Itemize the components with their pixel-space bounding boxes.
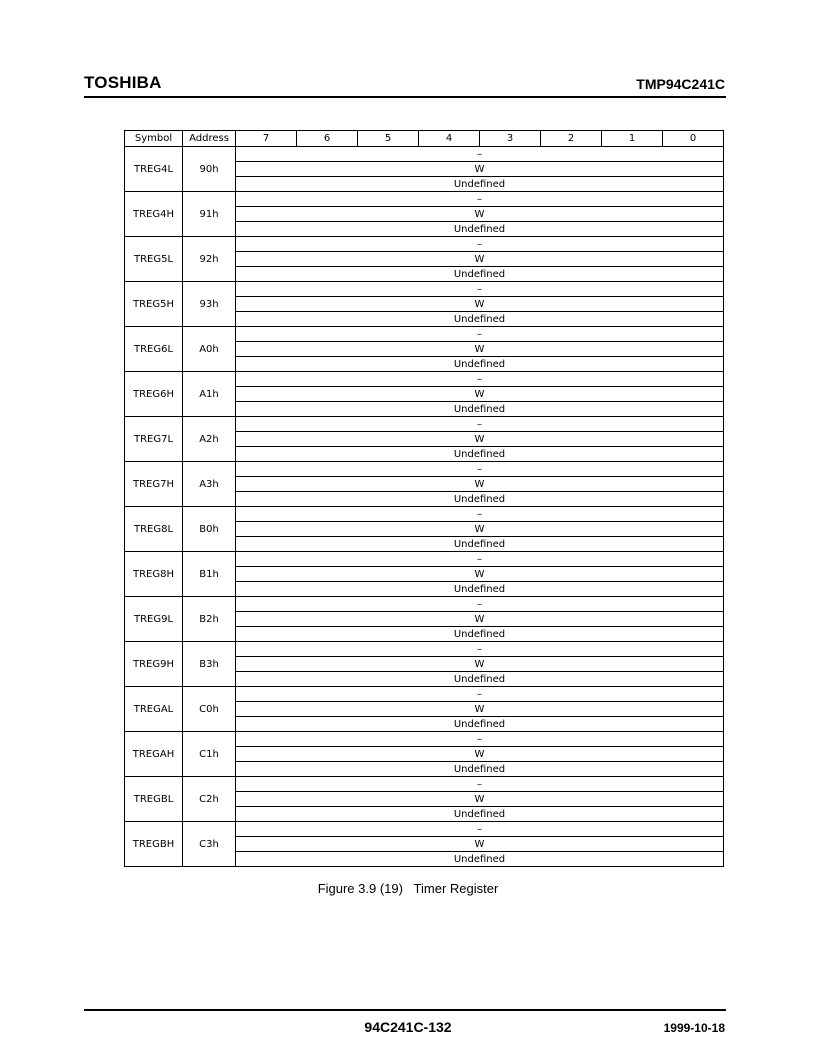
- register-address: A1h: [183, 372, 236, 417]
- bit-symbol-cell: –: [236, 147, 724, 162]
- table-row: [125, 417, 724, 432]
- bit-symbol-cell: –: [236, 462, 724, 477]
- register-address: B1h: [183, 552, 236, 597]
- table-row: [125, 507, 724, 522]
- bit-symbol-cell: –: [236, 642, 724, 657]
- bit-symbol-cell: –: [236, 822, 724, 837]
- read-write-cell: W: [236, 387, 724, 402]
- column-header: Address: [183, 131, 236, 147]
- part-number: TMP94C241C: [636, 76, 725, 92]
- register-address: B0h: [183, 507, 236, 552]
- register-symbol: TREG9L: [125, 597, 183, 642]
- bit-symbol-cell: –: [236, 372, 724, 387]
- bit-symbol-cell: –: [236, 732, 724, 747]
- read-write-cell: W: [236, 702, 724, 717]
- header-rule: [84, 96, 726, 98]
- register-symbol: TREGAL: [125, 687, 183, 732]
- register-address: B2h: [183, 597, 236, 642]
- reset-value-cell: Undefined: [236, 672, 724, 687]
- reset-value-cell: Undefined: [236, 222, 724, 237]
- register-symbol: TREG4L: [125, 147, 183, 192]
- reset-value-cell: Undefined: [236, 762, 724, 777]
- reset-value-cell: Undefined: [236, 177, 724, 192]
- table-row: [125, 327, 724, 342]
- register-symbol: TREG6H: [125, 372, 183, 417]
- reset-value-cell: Undefined: [236, 537, 724, 552]
- register-address: C3h: [183, 822, 236, 867]
- register-symbol: TREG8H: [125, 552, 183, 597]
- register-symbol: TREG6L: [125, 327, 183, 372]
- read-write-cell: W: [236, 612, 724, 627]
- reset-value-cell: Undefined: [236, 402, 724, 417]
- register-symbol: TREGAH: [125, 732, 183, 777]
- read-write-cell: W: [236, 252, 724, 267]
- register-address: 93h: [183, 282, 236, 327]
- column-header: 3: [480, 131, 541, 147]
- table-row: [125, 237, 724, 252]
- register-address: 91h: [183, 192, 236, 237]
- reset-value-cell: Undefined: [236, 582, 724, 597]
- bit-symbol-cell: –: [236, 192, 724, 207]
- register-address: 92h: [183, 237, 236, 282]
- table-row: [125, 642, 724, 657]
- bit-symbol-cell: –: [236, 417, 724, 432]
- register-symbol: TREG7H: [125, 462, 183, 507]
- read-write-cell: W: [236, 657, 724, 672]
- bit-symbol-cell: –: [236, 327, 724, 342]
- brand-logo: TOSHIBA: [84, 73, 162, 92]
- register-address: A0h: [183, 327, 236, 372]
- register-symbol: TREG4H: [125, 192, 183, 237]
- table-row: [125, 192, 724, 207]
- table-body: [125, 147, 724, 867]
- read-write-cell: W: [236, 342, 724, 357]
- reset-value-cell: Undefined: [236, 492, 724, 507]
- column-header: 0: [663, 131, 724, 147]
- table-row: [125, 552, 724, 567]
- footer-date: 1999-10-18: [663, 1021, 725, 1035]
- read-write-cell: W: [236, 567, 724, 582]
- register-symbol: TREG5L: [125, 237, 183, 282]
- column-header: 6: [297, 131, 358, 147]
- register-symbol: TREG8L: [125, 507, 183, 552]
- read-write-cell: W: [236, 477, 724, 492]
- read-write-cell: W: [236, 792, 724, 807]
- timer-register-table: [124, 130, 724, 867]
- footer-page-id: 94C241C-132: [364, 1019, 452, 1035]
- table-header-row: [125, 131, 724, 147]
- read-write-cell: W: [236, 747, 724, 762]
- figure-caption: Figure 3.9 (19) Timer Register: [317, 881, 499, 896]
- register-symbol: TREG9H: [125, 642, 183, 687]
- column-header: Symbol: [125, 131, 183, 147]
- bit-symbol-cell: –: [236, 552, 724, 567]
- bit-symbol-cell: –: [236, 237, 724, 252]
- column-header: 1: [602, 131, 663, 147]
- register-symbol: TREG5H: [125, 282, 183, 327]
- reset-value-cell: Undefined: [236, 717, 724, 732]
- register-address: C2h: [183, 777, 236, 822]
- register-address: A2h: [183, 417, 236, 462]
- register-address: A3h: [183, 462, 236, 507]
- read-write-cell: W: [236, 522, 724, 537]
- table-row: [125, 732, 724, 747]
- read-write-cell: W: [236, 207, 724, 222]
- table-row: [125, 282, 724, 297]
- reset-value-cell: Undefined: [236, 312, 724, 327]
- reset-value-cell: Undefined: [236, 807, 724, 822]
- table-row: [125, 687, 724, 702]
- table-row: [125, 777, 724, 792]
- read-write-cell: W: [236, 432, 724, 447]
- column-header: 4: [419, 131, 480, 147]
- register-symbol: TREGBL: [125, 777, 183, 822]
- table-row: [125, 147, 724, 162]
- bit-symbol-cell: –: [236, 777, 724, 792]
- bit-symbol-cell: –: [236, 597, 724, 612]
- table-row: [125, 372, 724, 387]
- table-row: [125, 462, 724, 477]
- register-address: 90h: [183, 147, 236, 192]
- footer-rule: [84, 1009, 726, 1011]
- read-write-cell: W: [236, 162, 724, 177]
- bit-symbol-cell: –: [236, 507, 724, 522]
- register-address: B3h: [183, 642, 236, 687]
- register-symbol: TREG7L: [125, 417, 183, 462]
- column-header: 7: [236, 131, 297, 147]
- read-write-cell: W: [236, 297, 724, 312]
- bit-symbol-cell: –: [236, 687, 724, 702]
- register-symbol: TREGBH: [125, 822, 183, 867]
- table-row: [125, 597, 724, 612]
- reset-value-cell: Undefined: [236, 627, 724, 642]
- reset-value-cell: Undefined: [236, 357, 724, 372]
- table-row: [125, 822, 724, 837]
- read-write-cell: W: [236, 837, 724, 852]
- register-address: C0h: [183, 687, 236, 732]
- column-header: 2: [541, 131, 602, 147]
- reset-value-cell: Undefined: [236, 852, 724, 867]
- register-address: C1h: [183, 732, 236, 777]
- reset-value-cell: Undefined: [236, 267, 724, 282]
- bit-symbol-cell: –: [236, 282, 724, 297]
- column-header: 5: [358, 131, 419, 147]
- reset-value-cell: Undefined: [236, 447, 724, 462]
